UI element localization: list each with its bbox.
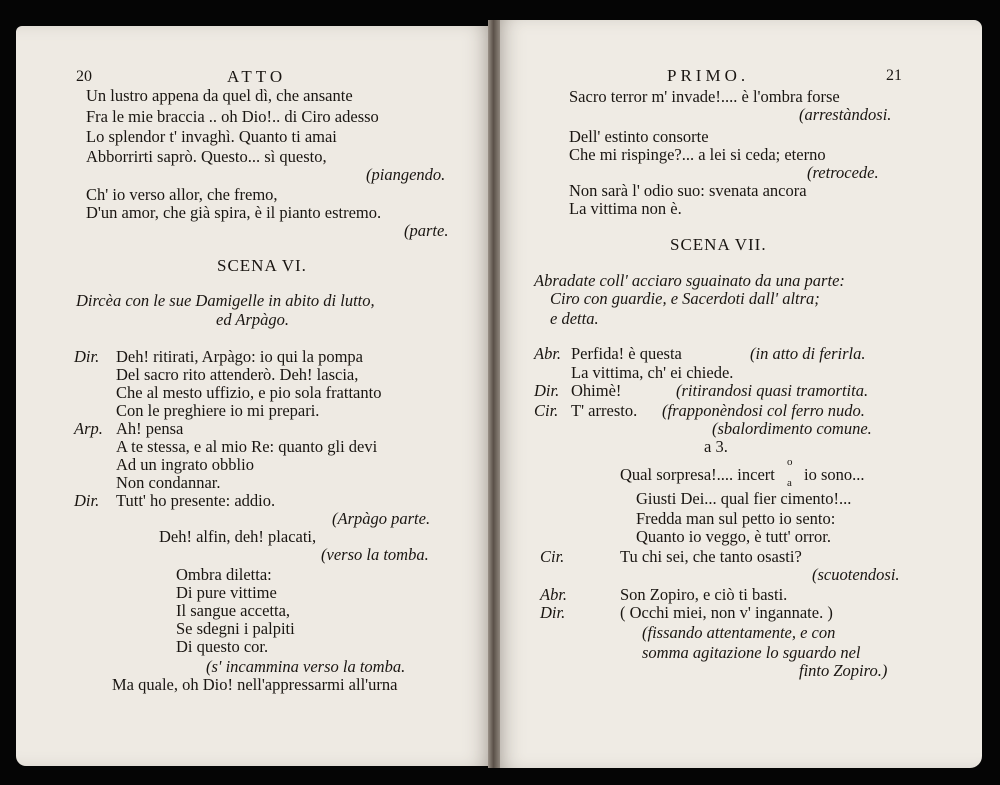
stage-direction: (frapponèndosi col ferro nudo.	[662, 401, 865, 420]
scene-title: SCENA VII.	[670, 235, 767, 254]
verse-line: Non sarà l' odio suo: svenata ancora	[569, 181, 807, 200]
stage-direction: (sbalordimento comune.	[712, 419, 872, 438]
verse-line: Tu chi sei, che tanto osasti?	[620, 547, 802, 566]
stage-direction: (arrestàndosi.	[799, 105, 892, 124]
stage-direction: (scuotendosi.	[812, 565, 900, 584]
speaker-label: Cir.	[540, 547, 565, 566]
page-number: 21	[886, 67, 902, 84]
verse-line: Son Zopiro, e ciò ti basti.	[620, 585, 788, 604]
stage-direction: (piangendo.	[366, 165, 446, 184]
verse-line: Che mi rispinge?... a lei si ceda; eterno	[569, 145, 826, 164]
running-header: PRIMO.	[667, 66, 750, 85]
verse-line: Dell' estinto consorte	[569, 127, 709, 146]
variant-letter-a: a	[787, 477, 792, 489]
verse-line: Deh! ritirati, Arpàgo: io qui la pompa	[116, 347, 363, 366]
running-header: ATTO	[227, 67, 287, 86]
left-page	[16, 26, 494, 766]
speaker-label: Dir.	[540, 603, 566, 622]
aria-line: Di pure vittime	[176, 583, 277, 602]
aria-line: Di questo cor.	[176, 637, 269, 656]
verse-line: Ah! pensa	[116, 419, 184, 438]
speaker-label: Arp.	[74, 419, 103, 438]
speaker-label: Cir.	[534, 401, 559, 420]
verse-line: Che al mesto uffizio, e pio sola frattanto	[116, 383, 382, 402]
verse-line: Non condannar.	[116, 473, 221, 492]
trio-line: Quanto io veggo, è tutt' orror.	[636, 527, 831, 546]
verse-line: Perfida! è questa	[571, 344, 682, 363]
trio-line: Fredda man sul petto io sento:	[636, 509, 836, 528]
verse-line: A te stessa, e al mio Re: quanto gli devi	[116, 437, 378, 456]
book-spine	[488, 20, 500, 768]
stage-direction: (verso la tomba.	[321, 545, 429, 564]
verse-line: Ma quale, oh Dio! nell'appressarmi all'urna	[112, 675, 398, 694]
ensemble-marker: a 3.	[704, 437, 728, 456]
speaker-label: Abr.	[534, 344, 562, 363]
stage-direction: Dircèa con le sue Damigelle in abito di lutto,	[76, 291, 375, 310]
verse-line: ( Occhi miei, non v' ingannate. )	[620, 603, 833, 622]
stage-direction: (retrocede.	[807, 163, 879, 182]
verse-line: La vittima, ch' ei chiede.	[571, 363, 734, 382]
aria-line: Ombra diletta:	[176, 565, 272, 584]
page-number: 20	[76, 68, 92, 85]
verse-line: Deh! alfin, deh! placati,	[159, 527, 317, 546]
stage-direction: Abradate coll' acciaro sguainato da una parte:	[534, 271, 845, 290]
aria-line: Se sdegni i palpiti	[176, 619, 295, 638]
verse-line: La vittima non è.	[569, 199, 682, 218]
stage-direction: (fissando attentamente, e con	[642, 623, 836, 642]
speaker-label: Abr.	[540, 585, 568, 604]
verse-line: Ch' io verso allor, che fremo,	[86, 185, 278, 204]
verse-line: Tutt' ho presente: addio.	[116, 491, 276, 510]
stage-direction: e detta.	[550, 309, 599, 328]
verse-line: Fra le mie braccia .. oh Dio!.. di Ciro adesso	[86, 107, 379, 126]
verse-line: T' arresto.	[571, 401, 638, 420]
verse-line: Sacro terror m' invade!.... è l'ombra forse	[569, 87, 840, 106]
stage-direction: somma agitazione lo sguardo nel	[642, 643, 861, 662]
aria-line: Il sangue accetta,	[176, 601, 291, 620]
trio-line: Giusti Dei... qual fier cimento!...	[636, 489, 852, 508]
stage-direction: (in atto di ferirla.	[750, 344, 866, 363]
stage-direction: (s' incammina verso la tomba.	[206, 657, 406, 676]
verse-line: Del sacro rito attenderò. Deh! lascia,	[116, 365, 359, 384]
stage-direction: finto Zopiro.)	[799, 661, 888, 680]
stage-direction: (Arpàgo parte.	[332, 509, 431, 528]
variant-letter-o: o	[787, 456, 793, 468]
speaker-label: Dir.	[74, 347, 100, 366]
trio-line: Qual sorpresa!.... incert	[620, 465, 775, 484]
verse-line: Con le preghiere io mi prepari.	[116, 401, 320, 420]
verse-line: Un lustro appena da quel dì, che ansante	[86, 86, 353, 105]
verse-line: Lo splendor t' invaghì. Quanto ti amai	[86, 127, 337, 146]
right-page	[494, 20, 982, 768]
scene-title: SCENA VI.	[217, 256, 307, 275]
speaker-label: Dir.	[74, 491, 100, 510]
stage-direction: (ritirandosi quasi tramortita.	[676, 381, 869, 400]
verse-line: Ad un ingrato obblio	[116, 455, 254, 474]
stage-direction: (parte.	[404, 221, 449, 240]
stage-direction: Ciro con guardie, e Sacerdoti dall' altra;	[550, 289, 820, 308]
stage-direction: ed Arpàgo.	[216, 310, 290, 329]
verse-line: Abborrirti saprò. Questo... sì questo,	[86, 147, 327, 166]
verse-line: Ohimè!	[571, 381, 622, 400]
verse-line: D'un amor, che già spira, è il pianto estremo.	[86, 203, 382, 222]
trio-line-end: io sono...	[804, 465, 865, 484]
speaker-label: Dir.	[534, 381, 560, 400]
